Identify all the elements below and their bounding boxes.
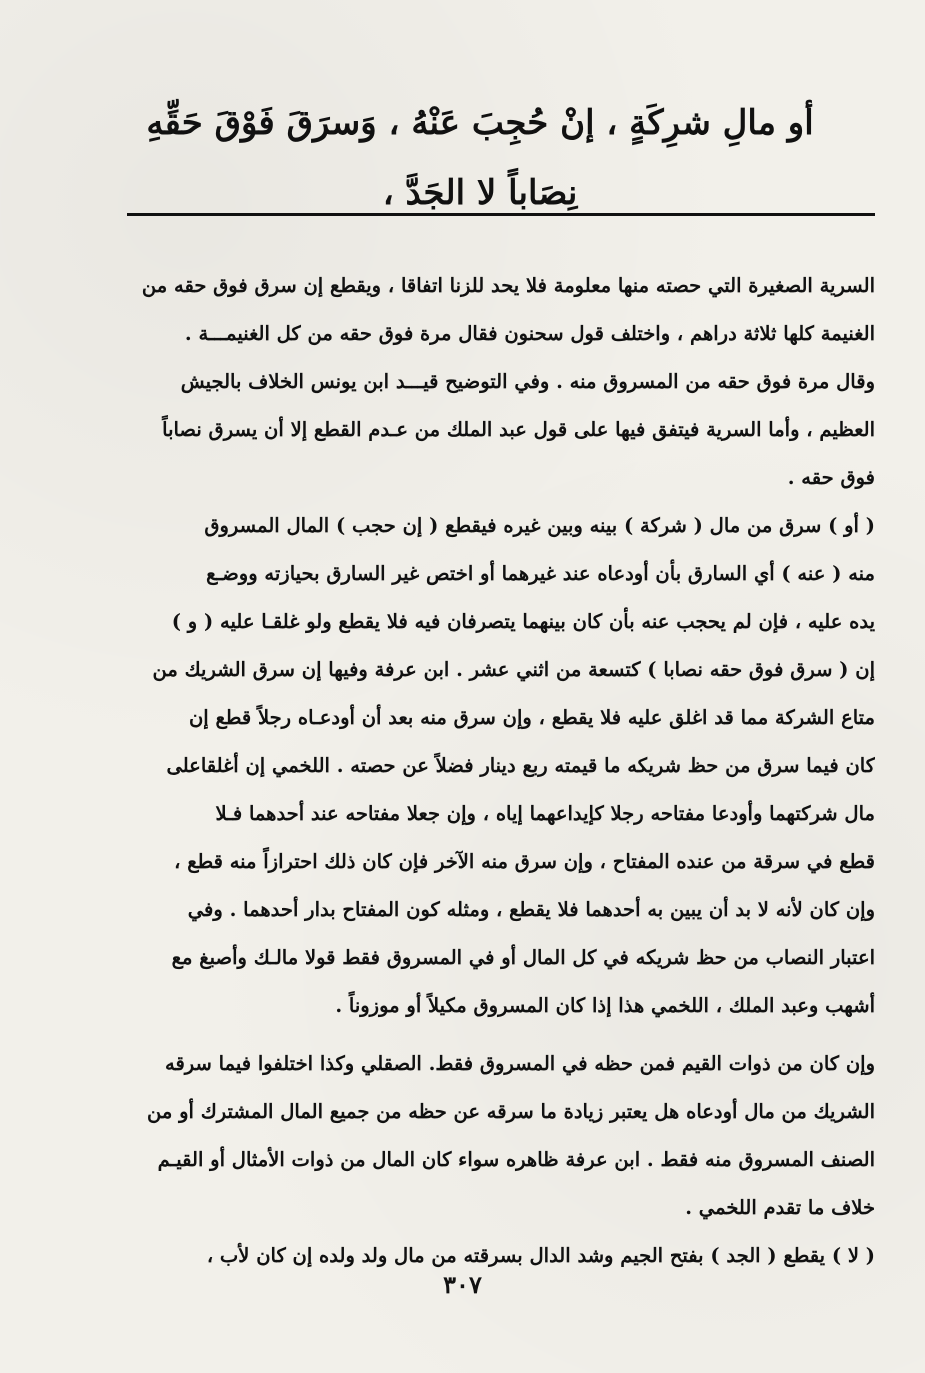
text-line: الصنف المسروق منه فقط . ابن عرفة ظاهره سواء كان المال من ذوات الأمثال أو القيـم — [157, 1148, 875, 1171]
verse-header — [120, 88, 840, 228]
text-line: يده عليه ، فإن لم يحجب عنه بأن كان بينهما يتصرفان فيه فلا يقطع ولو غلقـا عليه ( و ) — [171, 610, 875, 633]
paragraph-gap — [100, 1030, 875, 1040]
text-line: وقال مرة فوق حقه من المسروق منه . وفي التوضيح قيـــد ابن يونس الخلاف بالجيش — [180, 370, 875, 393]
text-line: ( لا ) يقطع ( الجد ) بفتح الجيم وشد الدال بسرقته من مال ولد ولده إن كان لأب ، — [206, 1244, 875, 1267]
text-line: كان فيما سرق من حظ شريكه ما قيمته ربع دينار فضلاً عن حصته . اللخمي إن أغلقاعلى — [166, 754, 875, 777]
text-line: خلاف ما تقدم اللخمي . — [685, 1196, 875, 1219]
text-line: وإن كان لأنه لا بد أن يبين به أحدهما فلا يقطع ، ومثله كون المفتاح بدار أحدهما . وفي — [187, 898, 875, 921]
text-line: الغنيمة كلها ثلاثة دراهم ، واختلف قول سحنون فقال مرة فوق حقه من كل الغنيمـــة . — [184, 322, 875, 345]
text-line: منه ( عنه ) أي السارق بأن أودعاه عند غيرهما أو اختص غير السارق بحيازته ووضـع — [206, 562, 875, 585]
page-number: ٣٠٧ — [443, 1270, 482, 1299]
verse-line-2: نِصَاباً لا الجَدَّ ، — [382, 173, 578, 213]
paragraph-1 — [100, 262, 875, 502]
paragraph-2 — [100, 502, 875, 1030]
text-line: العظيم ، وأما السرية فيتفق فيها على قول عبد الملك من عـدم القطع إلا أن يسرق نصاباً — [162, 418, 875, 441]
text-line: أشهب وعبد الملك ، اللخمي هذا إذا كان المسروق مكيلاً أو موزوناً . — [335, 994, 875, 1017]
text-line: السرية الصغيرة التي حصته منها معلومة فلا يحد للزنا اتفاقا ، ويقطع إن سرق فوق حقه من — [141, 274, 875, 297]
text-line: مال شركتهما وأودعا مفتاحه رجلا كإيداعهما إياه ، وإن جعلا مفتاحه عند أحدهما فـلا — [215, 802, 875, 825]
commentary-body — [100, 262, 875, 1280]
text-line: متاع الشركة مما قد اغلق عليه فلا يقطع ، وإن سرق منه بعد أن أودعـاه رجلاً قطع إن — [188, 706, 875, 729]
text-line: اعتبار النصاب من حظ شريكه في كل المال أو في المسروق فقط قولا مالـك وأصبغ مع — [171, 946, 875, 969]
text-line: الشريك من مال أودعاه هل يعتبر زيادة ما سرقه عن حظه من جميع المال المشترك أو من — [147, 1100, 875, 1123]
text-line: وإن كان من ذوات القيم فمن حظه في المسروق فقط. الصقلي وكذا اختلفوا فيما سرقه — [165, 1052, 875, 1075]
text-line: ( أو ) سرق من مال ( شركة ) بينه وبين غيره فيقطع ( إن حجب ) المال المسروق — [204, 514, 875, 537]
text-line: قطع في سرقة من عنده المفتاح ، وإن سرق منه الآخر فإن كان ذلك احترازاً منه قطع ، — [174, 850, 875, 873]
text-line: فوق حقه . — [787, 466, 875, 489]
header-divider — [127, 213, 875, 216]
verse-line-1: أو مالِ شرِكَةٍ ، إنْ حُجِبَ عَنْهُ ، وَسرَقَ فَوْقَ حَقِّهِ — [146, 103, 814, 143]
text-line: إن ( سرق فوق حقه نصابا ) كتسعة من اثني عشر . ابن عرفة وفيها إن سرق الشريك من — [152, 658, 875, 681]
paragraph-3 — [100, 1040, 875, 1232]
